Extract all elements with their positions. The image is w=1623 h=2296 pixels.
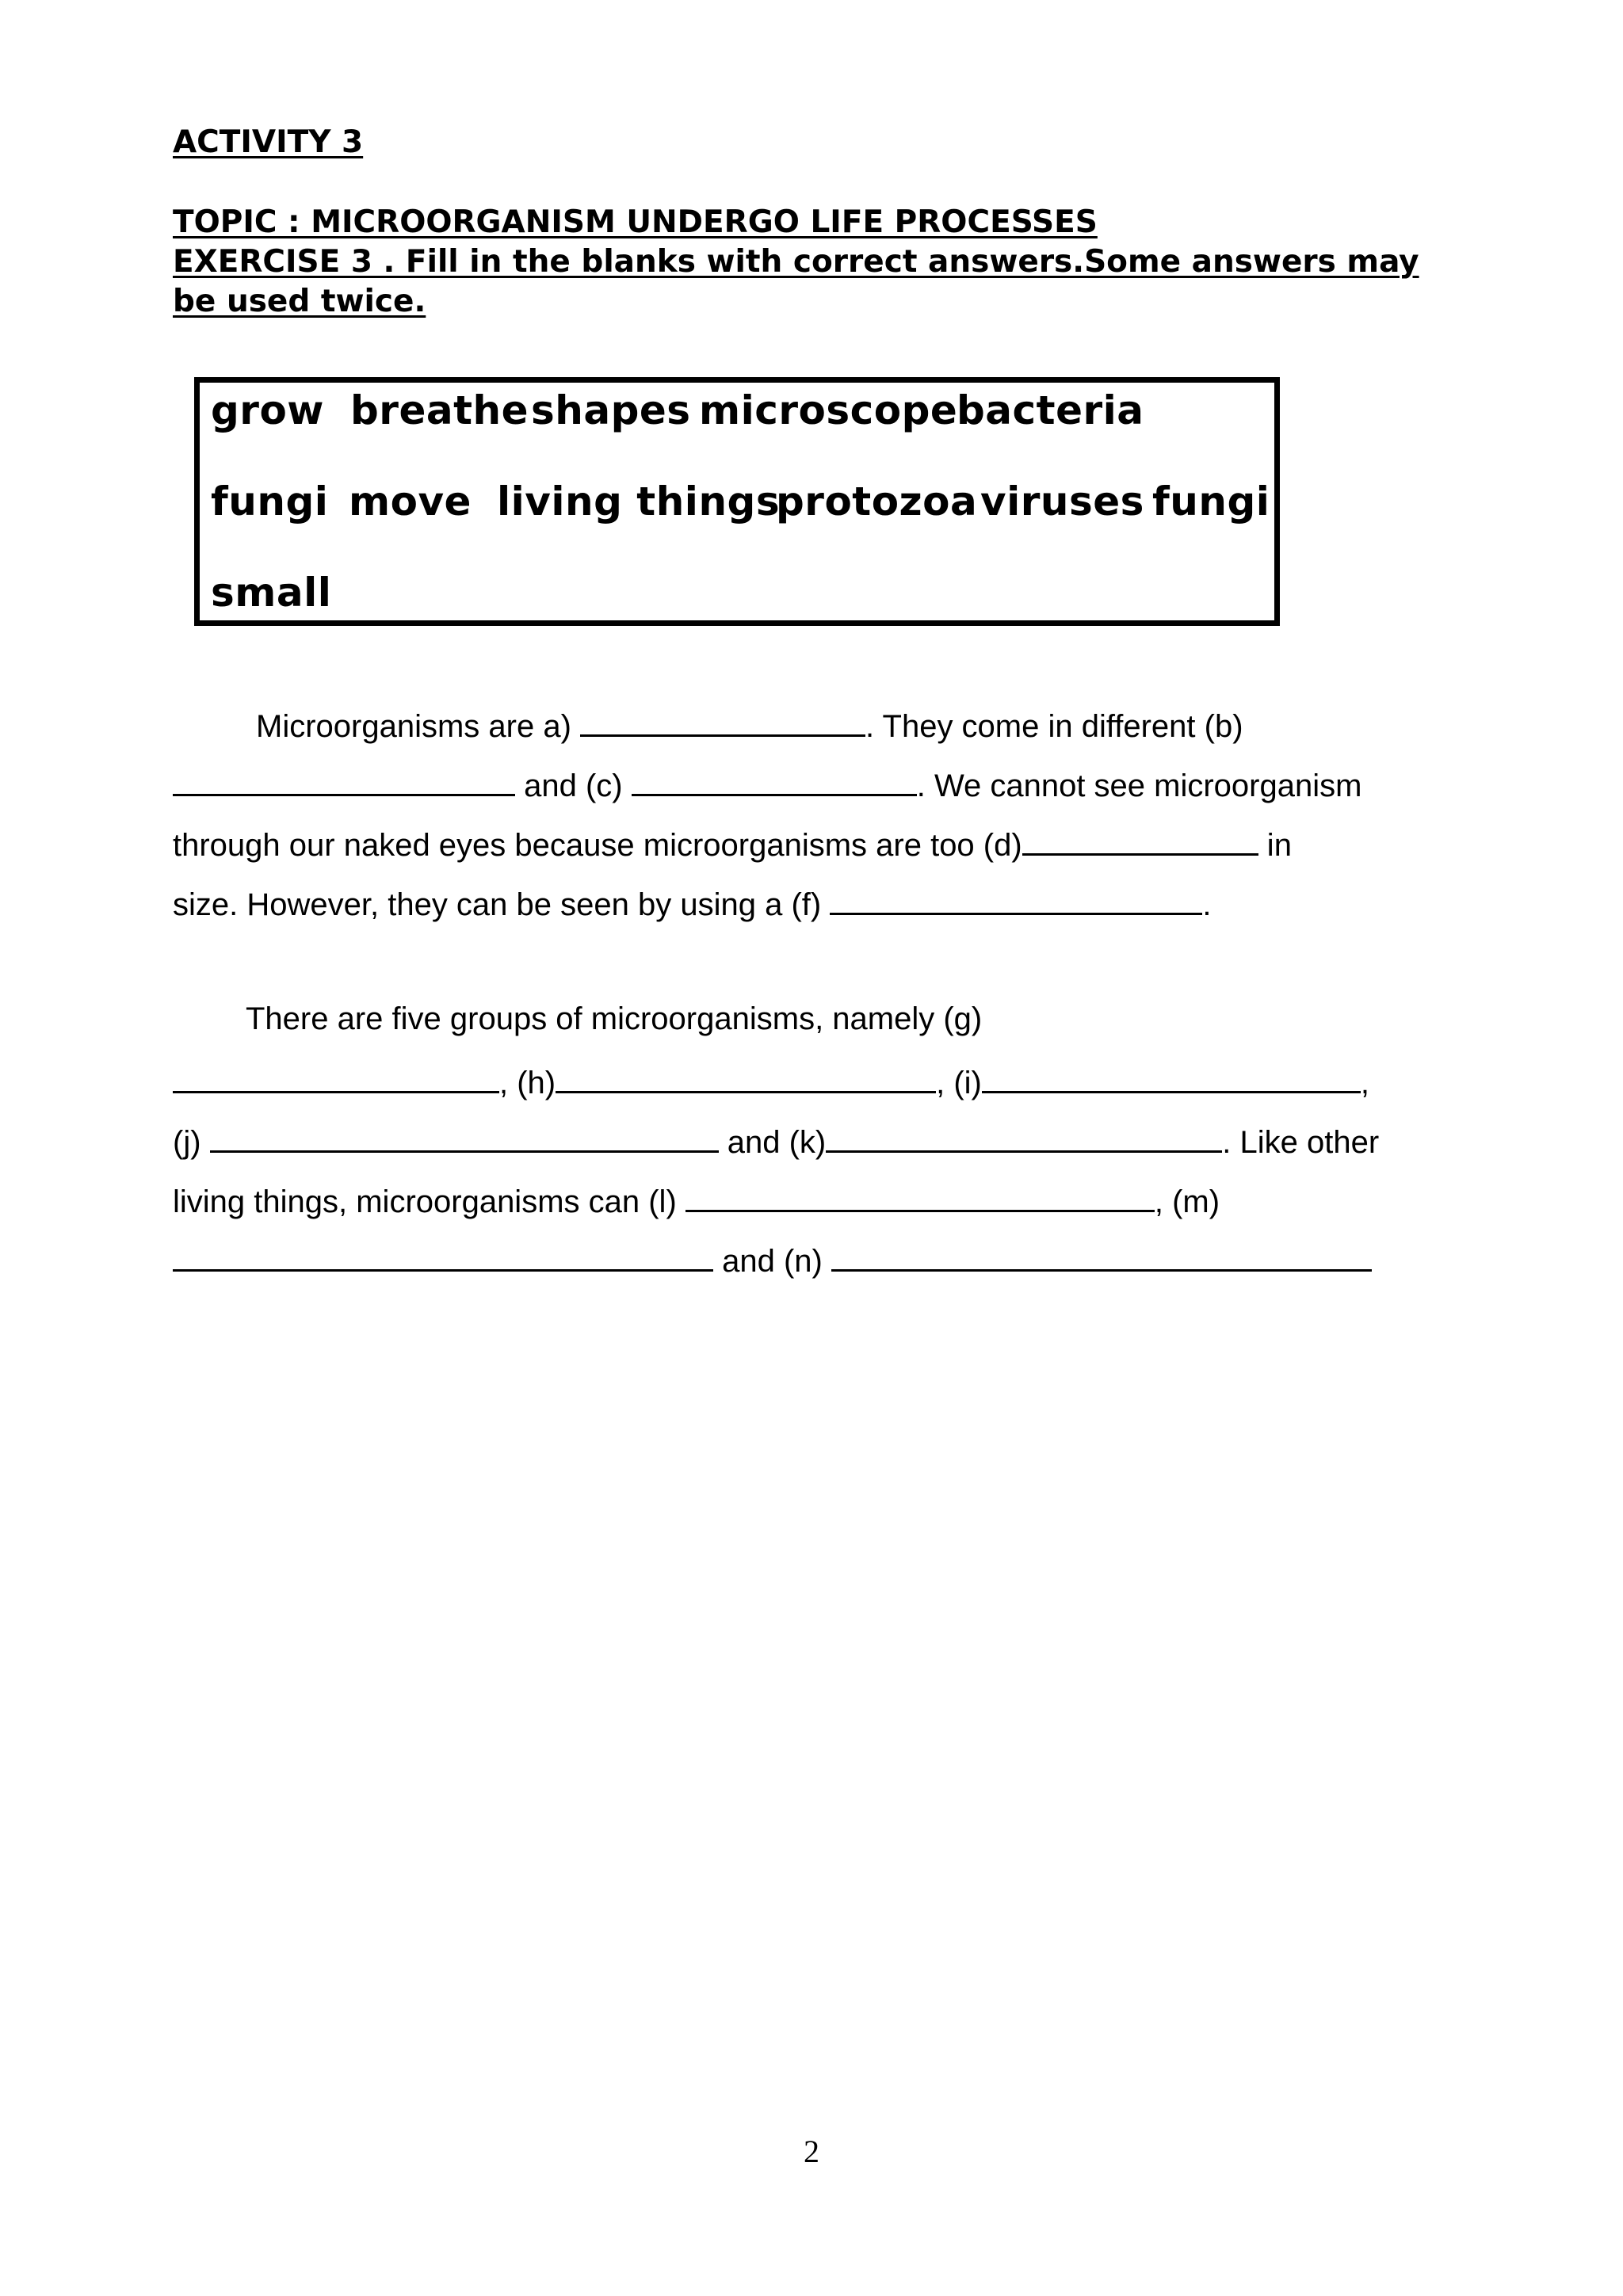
- word-bank-item: fungi: [1152, 479, 1270, 524]
- paragraph2-line2: [173, 1061, 1369, 1101]
- activity-title: ACTIVITY 3: [173, 124, 364, 160]
- word-bank-item: microscope: [699, 387, 958, 433]
- answer-blank-i[interactable]: [982, 1061, 1361, 1093]
- answer-blank-c[interactable]: [632, 764, 917, 796]
- paragraph2-line3: [173, 1120, 1379, 1161]
- answer-blank-b[interactable]: [173, 764, 515, 796]
- answer-blank-a[interactable]: [580, 704, 865, 737]
- sentence-text: , (h): [499, 1066, 556, 1100]
- word-bank-item: bacteria: [957, 387, 1144, 433]
- sentence-text: through our naked eyes because microorganisms are too (d): [173, 828, 1022, 863]
- sentence-text: . Like other: [1222, 1125, 1380, 1160]
- word-bank-item: grow: [211, 387, 324, 433]
- sentence-text: and (c): [515, 769, 632, 803]
- paragraph2-line5: [173, 1239, 1372, 1280]
- paragraph1-line2: [173, 764, 1361, 804]
- sentence-text: (j): [173, 1125, 210, 1160]
- topic-title: TOPIC : MICROORGANISM UNDERGO LIFE PROCESSES: [173, 204, 1098, 240]
- answer-blank-n[interactable]: [831, 1239, 1372, 1272]
- sentence-text: size. However, they can be seen by using a (f): [173, 887, 831, 922]
- page-number: 2: [804, 2134, 819, 2169]
- word-bank-item: living things: [497, 479, 781, 524]
- word-bank-item: breathe: [350, 387, 529, 433]
- sentence-text: Microorganisms are a): [256, 709, 581, 744]
- sentence-text: . They come in different (b): [865, 709, 1243, 744]
- answer-blank-g[interactable]: [173, 1061, 499, 1093]
- answer-blank-h[interactable]: [556, 1061, 936, 1093]
- sentence-text: living things, microorganisms can (l): [173, 1184, 685, 1219]
- sentence-text: , (m): [1154, 1184, 1220, 1219]
- exercise-instruction-continued: be used twice.: [173, 284, 426, 319]
- word-bank-item: viruses: [980, 479, 1144, 524]
- answer-blank-k[interactable]: [826, 1120, 1222, 1153]
- paragraph1-line4: [173, 883, 1211, 923]
- sentence-text: ,: [1360, 1066, 1370, 1100]
- sentence-text: .: [1202, 887, 1212, 922]
- word-bank-item: protozoa: [776, 479, 978, 524]
- word-bank-item: shapes: [531, 387, 691, 433]
- word-bank-item: move: [349, 479, 472, 524]
- exercise-instruction: EXERCISE 3 . Fill in the blanks with correct answers.Some answers may: [173, 244, 1419, 280]
- sentence-text: . We cannot see microorganism: [916, 769, 1362, 803]
- sentence-text: and (k): [718, 1125, 827, 1160]
- sentence-text: There are five groups of microorganisms, namely (g): [246, 1001, 983, 1036]
- answer-blank-f[interactable]: [830, 883, 1202, 915]
- paragraph2-line1: [246, 1001, 982, 1037]
- sentence-text: and (n): [713, 1244, 831, 1279]
- answer-blank-l[interactable]: [685, 1180, 1155, 1212]
- sentence-text: in: [1258, 828, 1292, 863]
- paragraph2-line4: [173, 1180, 1220, 1220]
- word-bank-item: small: [211, 570, 332, 616]
- sentence-text: , (i): [936, 1066, 982, 1100]
- answer-blank-m[interactable]: [173, 1239, 713, 1272]
- answer-blank-j[interactable]: [210, 1120, 719, 1153]
- word-bank-item: fungi: [211, 479, 329, 524]
- paragraph1-line1: [256, 704, 1243, 745]
- paragraph1-line3: [173, 823, 1292, 864]
- word-bank-box: [194, 377, 1280, 626]
- answer-blank-d[interactable]: [1022, 823, 1258, 856]
